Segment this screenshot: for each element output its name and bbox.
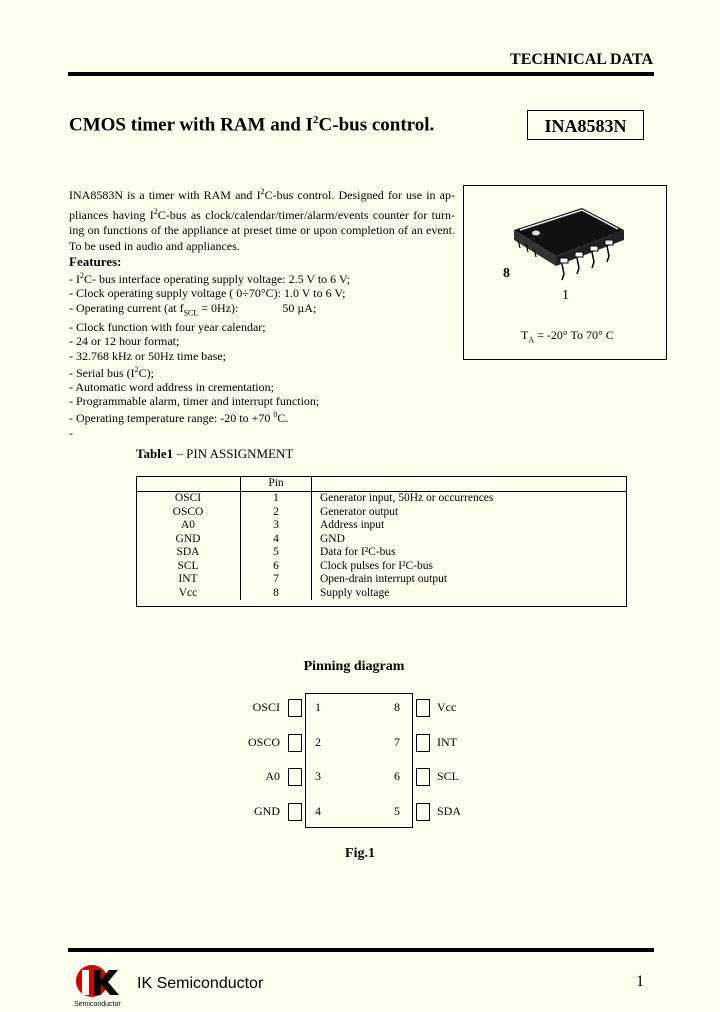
table-cell: A0 (136, 519, 241, 533)
footer-rule (68, 948, 654, 952)
left-pin-name: OSCI (252, 700, 280, 714)
left-pin-square (288, 734, 302, 752)
right-pin-number: 7 (394, 735, 400, 749)
left-pin-number: 2 (315, 735, 321, 749)
table-cell: Open-drain interrupt output (320, 573, 448, 585)
feature-item: - $I^2C-$ bus interface operating supply voltage: 2.5 V to 6 V; (69, 271, 351, 287)
feature-item: - Programmable alarm, timer and interrupt function; (69, 394, 320, 409)
table-cell: Data for I²C-bus (320, 546, 396, 558)
pin-assignment-table (136, 476, 627, 600)
table-cell: 7 (241, 573, 312, 587)
table-cell: OSCO (136, 506, 241, 520)
table-row (136, 533, 627, 547)
header-rule (68, 72, 654, 76)
feature-item: - Automatic word address in crementation; (69, 380, 274, 395)
table-cell: 4 (241, 533, 312, 547)
table-header-row (136, 476, 627, 492)
table-cell: Vcc (136, 587, 241, 601)
table-cell: 1 (241, 492, 312, 506)
right-pin-name: SDA (437, 804, 462, 818)
table-cell: INT (136, 573, 241, 587)
header-title: TECHNICAL DATA (510, 51, 653, 68)
feature-item: - Clock function with four year calendar; (69, 320, 266, 335)
page-number: 1 (636, 973, 644, 990)
pinning-diagram-title: Pinning diagram (303, 659, 405, 674)
left-pin-number: 1 (315, 700, 321, 714)
left-pin-number: 3 (315, 769, 321, 783)
feature-item: - Operating current (at $f_{SCL} = 0Hz$): 50 µA; (69, 300, 317, 317)
features-list (69, 255, 459, 440)
feature-item: - 32.768 kHz or 50Hz time base; (69, 348, 226, 363)
company-name: IK Semiconductor (137, 975, 264, 992)
package-pin1-label: 1 (562, 288, 569, 303)
dip8-package-drawing (514, 208, 624, 280)
left-pin-name: A0 (265, 769, 280, 783)
left-pin-square (288, 768, 302, 786)
table-cell: Address input (320, 519, 385, 531)
table-row (136, 519, 627, 533)
left-pin-square (288, 699, 302, 717)
left-pin-square (288, 803, 302, 821)
intro-paragraph: INA8583N is a timer with RAM and $I^2C$-bus control. Designed for use in ap-pliances having $I^2C$-bus as clock/calendar/timer/alarm/events counter for turn-ing on functions of the appliance at preset time or upon completion of an event. To be used in audio and appliances. (69, 187, 455, 253)
table-cell: 2 (241, 506, 312, 520)
svg-text:Semiconductor: Semiconductor (74, 1001, 121, 1008)
table-cell: GND (320, 532, 345, 545)
table-cell: Generator output (320, 505, 399, 518)
table-header-cell (312, 476, 628, 492)
table-cell: 6 (241, 560, 312, 574)
table-row (136, 587, 627, 601)
table-cell: GND (136, 533, 241, 547)
right-pin-name: SCL (437, 769, 460, 783)
table-cell: 3 (241, 519, 312, 533)
feature-item: - Clock operating supply voltage ( 0÷70°C): 1.0 V to 6 V; (69, 286, 346, 301)
feature-item: - Operating temperature range: -20 to +70 $^0$C. (69, 410, 289, 426)
table-cell: 5 (241, 546, 312, 560)
document-title: CMOS timer with RAM and $I^2C$-bus control. (69, 114, 435, 136)
table-row (136, 492, 627, 506)
left-pin-name: GND (254, 804, 280, 818)
figure-caption: Fig.1 (345, 846, 375, 861)
left-pin-number: 4 (315, 804, 321, 818)
right-pin-name: INT (437, 735, 457, 749)
table-cell: Generator input, 50Hz or occurrences (320, 492, 494, 504)
features-heading: Features: (69, 254, 122, 269)
part-number-box: INA8583N (527, 110, 644, 140)
feature-item: - (69, 425, 73, 440)
table-cell: Clock pulses for I²C-bus (320, 559, 434, 572)
table-header-cell (136, 476, 241, 492)
table-header-cell: Pin (241, 476, 312, 492)
table-row (136, 506, 627, 520)
package-pin8-label: 8 (503, 266, 510, 281)
table-caption: Table1 – PIN ASSIGNMENT (136, 446, 294, 461)
table-cell: SDA (136, 546, 241, 560)
table-cell: OSCI (136, 492, 241, 506)
temperature-range: $T_A = -20^\circ$ To 70° C (521, 328, 614, 345)
right-pin-square (416, 699, 430, 717)
table-cell: 8 (241, 587, 312, 601)
right-pin-square (416, 768, 430, 786)
table-row (136, 546, 627, 560)
ik-logo-icon (74, 962, 134, 1008)
left-pin-name: OSCO (247, 735, 280, 749)
package-figure (463, 185, 667, 360)
right-pin-number: 8 (394, 700, 400, 714)
right-pin-square (416, 803, 430, 821)
right-pin-number: 6 (394, 769, 400, 783)
table-cell: SCL (136, 560, 241, 574)
table-row (136, 560, 627, 574)
table-cell: Supply voltage (320, 586, 390, 599)
feature-item: - Serial bus $(I^2C)$; (69, 364, 154, 380)
right-pin-name: Vcc (437, 700, 457, 714)
feature-item: - 24 or 12 hour format; (69, 334, 180, 349)
right-pin-number: 5 (394, 804, 400, 818)
table-row (136, 573, 627, 587)
right-pin-square (416, 734, 430, 752)
